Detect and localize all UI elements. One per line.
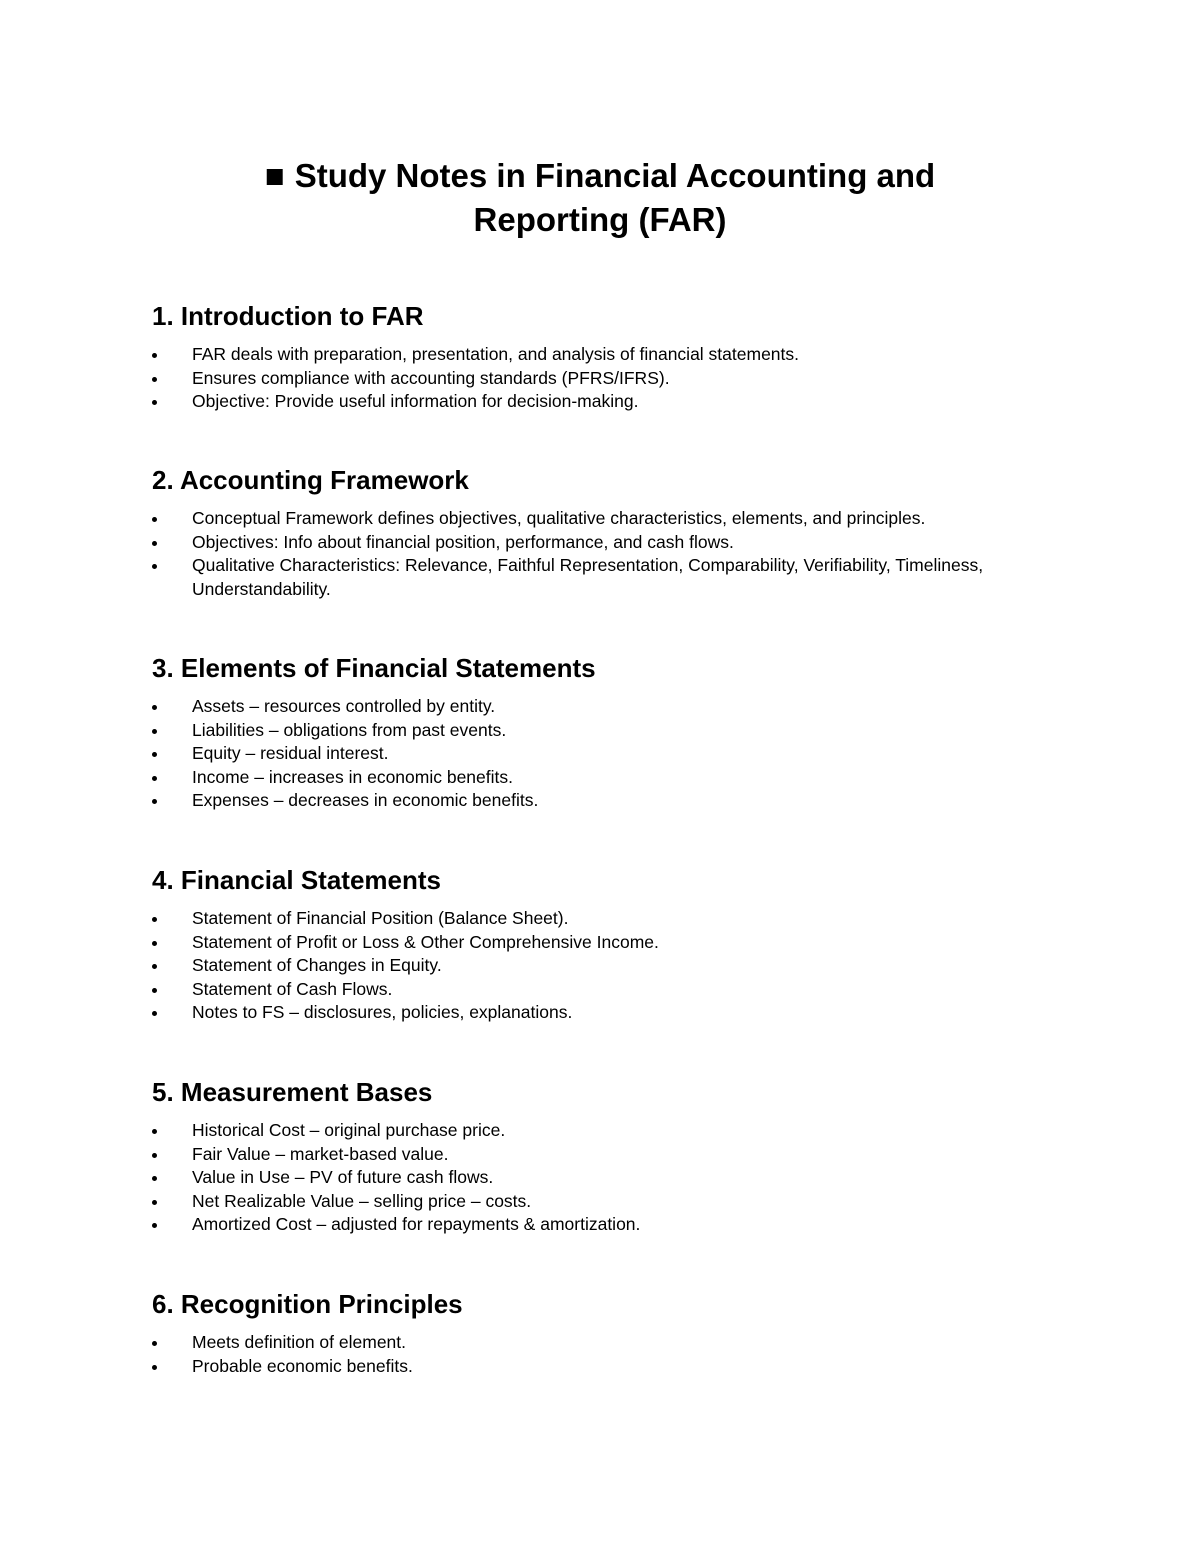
list-item xyxy=(152,907,1052,931)
list-item xyxy=(152,367,1052,391)
list-item xyxy=(152,1331,1052,1355)
list-item xyxy=(152,742,1052,766)
section-heading: 1. Introduction to FAR xyxy=(152,301,424,331)
bullet-icon xyxy=(152,517,157,522)
list-item xyxy=(152,531,1052,555)
list-item xyxy=(152,1119,1052,1143)
bullet-list xyxy=(152,907,1052,1025)
list-item xyxy=(152,1001,1052,1025)
list-item xyxy=(152,719,1052,743)
bullet-icon xyxy=(152,705,157,710)
bullet-icon xyxy=(152,752,157,757)
bullet-icon xyxy=(152,1129,157,1134)
list-item xyxy=(152,390,1052,414)
list-item-text: Value in Use – PV of future cash flows. xyxy=(192,1167,494,1187)
bullet-icon xyxy=(152,941,157,946)
bullet-list xyxy=(152,1331,1052,1378)
list-item xyxy=(152,954,1052,978)
list-item-text: Conceptual Framework defines objectives, qualitative characteristics, elements, and principles. xyxy=(192,508,926,528)
list-item xyxy=(152,1355,1052,1379)
section-heading: 6. Recognition Principles xyxy=(152,1289,463,1319)
section-accounting-framework xyxy=(152,464,1052,601)
bullet-icon xyxy=(152,1365,157,1370)
list-item-text: Statement of Financial Position (Balance Sheet). xyxy=(192,908,569,928)
list-item xyxy=(152,978,1052,1002)
list-item xyxy=(152,695,1052,719)
list-item-text: FAR deals with preparation, presentation, and analysis of financial statements. xyxy=(192,344,800,364)
list-item-text: Expenses – decreases in economic benefits. xyxy=(192,790,539,810)
bullet-icon xyxy=(152,1153,157,1158)
list-item-text: Qualitative Characteristics: Relevance, Faithful Representation, Comparability, Verifiability, Timeliness, Understandability. xyxy=(192,555,984,599)
bullet-icon xyxy=(152,1176,157,1181)
bullet-list xyxy=(152,343,1052,414)
section-heading: 5. Measurement Bases xyxy=(152,1077,433,1107)
list-item-text: Historical Cost – original purchase price. xyxy=(192,1120,506,1140)
bullet-icon xyxy=(152,1200,157,1205)
bullet-icon xyxy=(152,729,157,734)
section-introduction-to-far xyxy=(152,300,1052,414)
list-item xyxy=(152,507,1052,531)
list-item-text: Fair Value – market-based value. xyxy=(192,1143,449,1164)
bullet-list xyxy=(152,695,1052,813)
bullet-icon xyxy=(152,1011,157,1016)
section-recognition-principles xyxy=(152,1288,1052,1378)
section-measurement-bases xyxy=(152,1076,1052,1237)
bullet-list xyxy=(152,507,1052,601)
section-financial-statements xyxy=(152,864,1052,1025)
bullet-icon xyxy=(152,988,157,993)
list-item xyxy=(152,1166,1052,1190)
bullet-icon xyxy=(152,776,157,781)
title-line-2: Reporting (FAR) xyxy=(473,201,727,238)
section-heading: 4. Financial Statements xyxy=(152,865,441,895)
list-item-text: Objectives: Info about financial position, performance, and cash flows. xyxy=(192,531,734,552)
square-icon: ■ xyxy=(264,157,285,194)
list-item xyxy=(152,931,1052,955)
section-heading: 2. Accounting Framework xyxy=(152,465,469,495)
list-item-text: Amortized Cost – adjusted for repayments & amortization. xyxy=(192,1214,641,1234)
bullet-icon xyxy=(152,799,157,804)
list-item xyxy=(152,1143,1052,1167)
list-item-text: Net Realizable Value – selling price – costs. xyxy=(192,1190,532,1211)
section-heading: 3. Elements of Financial Statements xyxy=(152,653,596,683)
bullet-icon xyxy=(152,1341,157,1346)
list-item xyxy=(152,1190,1052,1214)
document-title xyxy=(150,154,1050,242)
list-item-text: Statement of Cash Flows. xyxy=(192,978,393,999)
bullet-icon xyxy=(152,917,157,922)
bullet-icon xyxy=(152,564,157,569)
list-item-text: Notes to FS – disclosures, policies, explanations. xyxy=(192,1002,573,1022)
bullet-icon xyxy=(152,353,157,358)
list-item-text: Statement of Changes in Equity. xyxy=(192,955,442,975)
list-item xyxy=(152,1213,1052,1237)
bullet-icon xyxy=(152,1223,157,1228)
list-item xyxy=(152,766,1052,790)
list-item xyxy=(152,789,1052,813)
list-item-text: Statement of Profit or Loss & Other Comprehensive Income. xyxy=(192,931,659,952)
list-item-text: Ensures compliance with accounting standards (PFRS/IFRS). xyxy=(192,367,670,388)
bullet-icon xyxy=(152,964,157,969)
title-line-1: Study Notes in Financial Accounting and xyxy=(294,157,936,194)
bullet-icon xyxy=(152,400,157,405)
list-item-text: Meets definition of element. xyxy=(192,1332,407,1352)
list-item-text: Probable economic benefits. xyxy=(192,1355,413,1376)
list-item xyxy=(152,554,1052,601)
bullet-icon xyxy=(152,541,157,546)
list-item-text: Liabilities – obligations from past events. xyxy=(192,719,507,740)
list-item-text: Income – increases in economic benefits. xyxy=(192,766,513,787)
list-item xyxy=(152,343,1052,367)
section-elements-of-financial-statements xyxy=(152,652,1052,813)
list-item-text: Objective: Provide useful information for decision-making. xyxy=(192,391,639,411)
list-item-text: Equity – residual interest. xyxy=(192,743,389,763)
bullet-icon xyxy=(152,377,157,382)
bullet-list xyxy=(152,1119,1052,1237)
list-item-text: Assets – resources controlled by entity. xyxy=(192,696,496,716)
